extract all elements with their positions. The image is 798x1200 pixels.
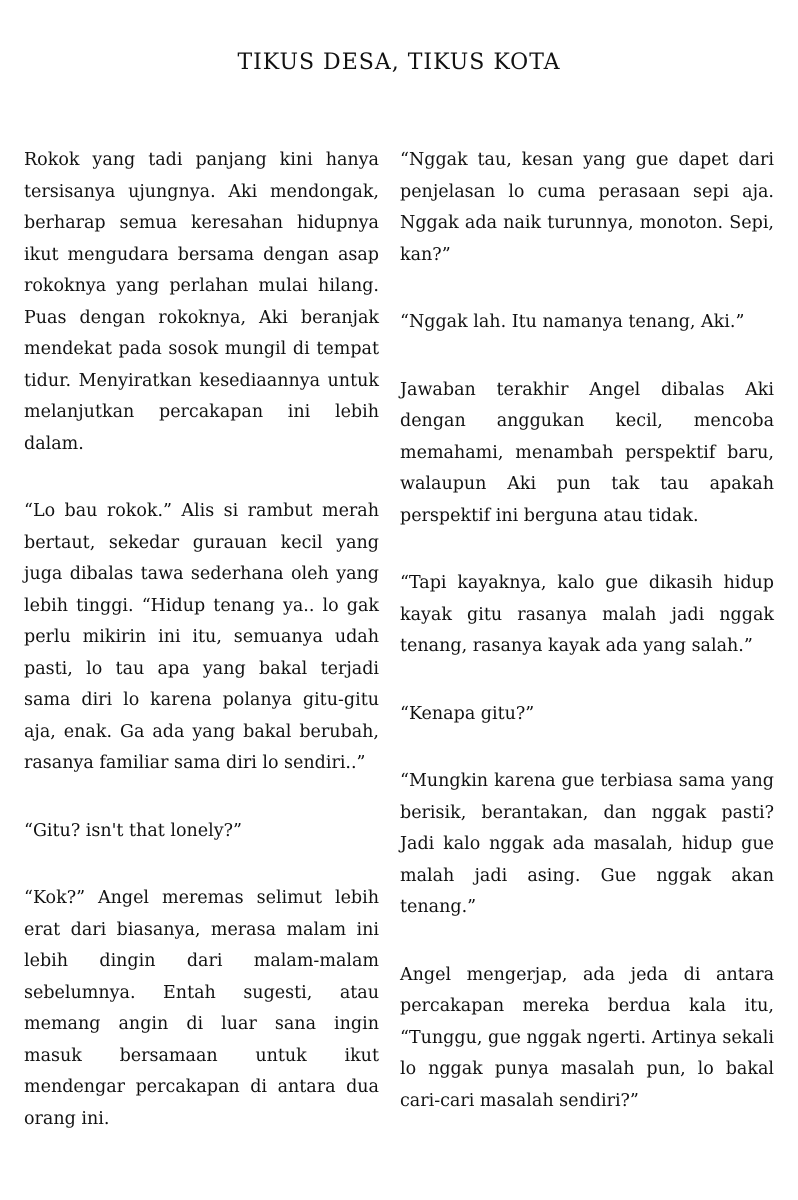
paragraph: “Kenapa gitu?” [400, 703, 535, 724]
paragraph: Jawaban terakhir Angel dibalas Aki dengan anggukan kecil, mencoba memahami, menambah perspektif baru, walaupun Aki pun tak tau apakah perspektif ini berguna atau tidak. [400, 379, 774, 526]
paragraph: “Lo bau rokok.” Alis si rambut merah bertaut, sekedar gurauan kecil yang juga dibalas tawa sederhana oleh yang lebih tinggi. “Hidup tenang ya.. lo gak perlu mikirin ini itu, semuanya udah pasti, lo tau apa yang bakal terjadi sama diri lo karena polanya gitu-gitu aja, enak. Ga ada yang bakal berubah, rasanya familiar sama diri lo sendiri..” [24, 501, 379, 773]
paragraph: “Kok?” Angel meremas selimut lebih erat dari biasanya, merasa malam ini lebih dingin dari malam-malam sebelumnya. Entah sugesti, atau memang angin di luar sana ingin masuk bersamaan untuk ikut mendengar percakapan di antara dua orang ini. [24, 888, 379, 1129]
paragraph: Angel mengerjap, ada jeda di antara percakapan mereka berdua kala itu, “Tunggu, gue nggak ngerti. Artinya sekali lo nggak punya masalah pun, lo bakal cari-cari masalah sendiri?” [400, 964, 774, 1111]
paragraph: “Gitu? isn't that lonely?” [24, 820, 242, 841]
paragraph: “Nggak tau, kesan yang gue dapet dari penjelasan lo cuma perasaan sepi aja. Nggak ada naik turunnya, monoton. Sepi, kan?” [400, 150, 774, 265]
paragraph: Rokok yang tadi panjang kini hanya tersisanya ujungnya. Aki mendongak, berharap semua keresahan hidupnya ikut mengudara bersama dengan asap rokoknya yang perlahan mulai hilang. Puas dengan rokoknya, Aki beranjak mendekat pada sosok mungil di tempat tidur. Menyiratkan kesediaannya untuk melanjutkan percakapan ini lebih dalam. [24, 150, 379, 454]
page-title: TIKUS DESA, TIKUS KOTA [237, 50, 561, 75]
paragraph: “Tapi kayaknya, kalo gue dikasih hidup kayak gitu rasanya malah jadi nggak tenang, rasanya kayak ada yang salah.” [400, 573, 774, 656]
paragraph: “Mungkin karena gue terbiasa sama yang berisik, berantakan, dan nggak pasti? Jadi kalo nggak ada masalah, hidup gue malah jadi asing. Gue nggak akan tenang.” [400, 771, 774, 917]
paragraph: “Nggak lah. Itu namanya tenang, Aki.” [400, 312, 745, 332]
right-column [400, 145, 774, 1153]
left-column [24, 145, 379, 1171]
